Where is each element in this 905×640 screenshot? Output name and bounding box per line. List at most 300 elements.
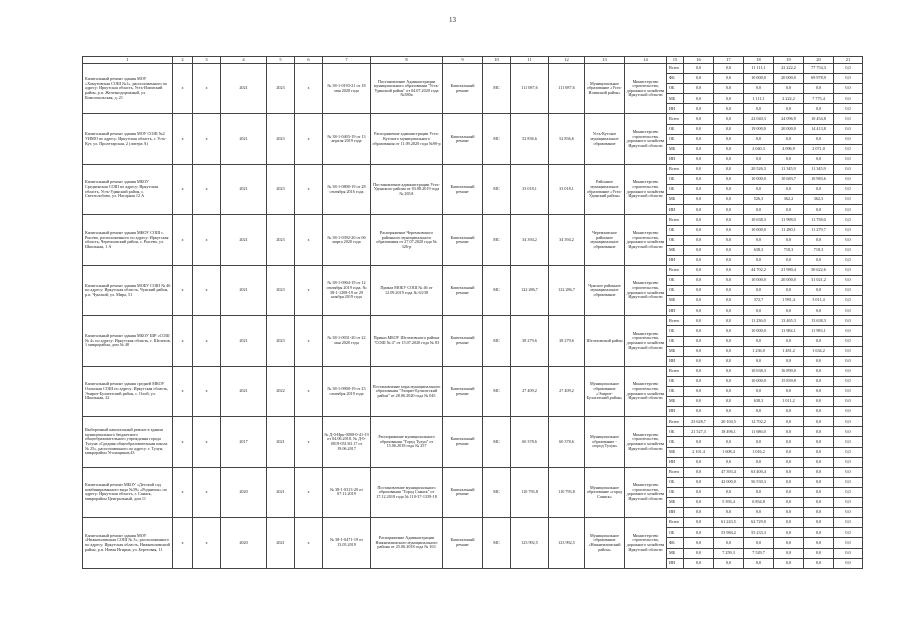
year-6-value: 0,0	[834, 538, 863, 548]
work-type: Капитальный ремонт	[443, 215, 483, 265]
decision-cell: Распоряжение администрации Усть-Кутского муниципального образования от 11.09.2020 года №90-р	[371, 114, 443, 164]
year-2-value: 0,0	[714, 134, 744, 144]
col-5: 2021	[267, 417, 295, 467]
year-4-value: 11 280,1	[774, 225, 804, 235]
cost-remaining: 60 378,6	[549, 417, 585, 467]
page-number: 13	[449, 16, 456, 24]
year-2-value: 0,0	[714, 437, 744, 447]
year-1-value: 0,0	[684, 316, 714, 326]
object-name: Капитальный ремонт здания МБОУ ШР «СОШ № 4» по адресу: Иркутская область, г. Шелехов, 1 микрорайон, дом № 48	[83, 316, 173, 366]
year-5-value: 362,3	[804, 195, 834, 205]
year-6-value: 0,0	[834, 457, 863, 467]
table-row	[83, 64, 863, 74]
year-3-value: 6 854,8	[744, 498, 774, 508]
administrator-cell: Министерство строительства, дорожного хозяйства Иркутской области	[625, 164, 667, 214]
col-3: х	[193, 64, 221, 114]
year-3-value: 19 000,0	[744, 124, 774, 134]
col-4: 2021	[221, 64, 267, 114]
year-2-value: 0,0	[714, 376, 744, 386]
header-cell: 6	[295, 57, 323, 64]
year-5-value: 0,0	[804, 306, 834, 316]
year-5-value: 0,0	[804, 508, 834, 518]
year-6-value: 0,0	[834, 397, 863, 407]
year-3-value: 0,0	[744, 306, 774, 316]
year-6-value: 0,0	[834, 417, 863, 427]
source-label: МБ	[667, 144, 684, 154]
decision-cell: Постановление администрации Усть-Удинского района от 03.08.2019 года № 265А	[371, 164, 443, 214]
ownership: МС	[483, 114, 511, 164]
year-5-value: 31 021,2	[804, 275, 834, 285]
col-5: 2023	[267, 215, 295, 265]
year-5-value: 0,0	[804, 255, 834, 265]
year-1-value: 21 527,3	[684, 427, 714, 437]
recipient-cell: Муниципальное образование - «город Тулун»	[585, 417, 625, 467]
cost-remaining: 111 087,6	[549, 64, 585, 114]
col-5: 2023	[267, 164, 295, 214]
year-2-value: 0,0	[714, 397, 744, 407]
header-cell: 20	[804, 57, 834, 64]
col-2: х	[173, 215, 193, 265]
year-5-value: 11 279,7	[804, 225, 834, 235]
year-2-value: 0,0	[714, 346, 744, 356]
year-5-value: 3 011,4	[804, 296, 834, 306]
year-6-value: 0,0	[834, 84, 863, 94]
decision-cell: Приказ МОБУ СОШ № 46 от 12.09.2019 года № 63/38	[371, 265, 443, 315]
year-1-value: 0,0	[684, 154, 714, 164]
col-4: 2020	[221, 518, 267, 568]
year-4-value: 0,0	[774, 154, 804, 164]
expertise-cell: № 38-1-0313-20 от 07.11.2019	[323, 467, 371, 517]
col-4: 2017	[221, 417, 267, 467]
year-5-value: 69 978,9	[804, 74, 834, 84]
header-cell: 11	[511, 57, 549, 64]
year-1-value: 0,0	[684, 286, 714, 296]
year-6-value: 0,0	[834, 306, 863, 316]
source-label: Всего	[667, 366, 684, 376]
source-label: МБ	[667, 397, 684, 407]
year-3-value: 56 530,3	[744, 477, 774, 487]
year-5-value: 0,0	[804, 407, 834, 417]
year-5-value: 30 622,6	[804, 265, 834, 275]
col-3: х	[193, 114, 221, 164]
year-6-value: 0,0	[834, 245, 863, 255]
ownership: МС	[483, 417, 511, 467]
source-label: МБ	[667, 94, 684, 104]
cost-total: 111 087,6	[511, 64, 549, 114]
year-2-value: 0,0	[714, 64, 744, 74]
year-5-value: 0,0	[804, 487, 834, 497]
year-1-value: 0,0	[684, 487, 714, 497]
year-1-value: 0,0	[684, 144, 714, 154]
work-type: Капитальный ремонт	[443, 64, 483, 114]
year-6-value: 0,0	[834, 195, 863, 205]
header-cell: 8	[371, 57, 443, 64]
year-3-value: 2 040,3	[744, 144, 774, 154]
year-3-value: 11 236,0	[744, 316, 774, 326]
table-row	[83, 114, 863, 124]
year-1-value: 0,0	[684, 376, 714, 386]
year-1-value: 0,0	[684, 326, 714, 336]
year-3-value: 1 016,2	[744, 447, 774, 457]
year-4-value: 0,0	[774, 427, 804, 437]
cost-remaining: 52 836,6	[549, 114, 585, 164]
year-4-value: 0,0	[774, 437, 804, 447]
year-3-value: 526,3	[744, 195, 774, 205]
year-2-value: 0,0	[714, 94, 744, 104]
year-1-value: 0,0	[684, 64, 714, 74]
year-5-value: 0,0	[804, 498, 834, 508]
expertise-cell: № 38-1-0904-19 от 12 сентября 2019 года, № 38-1-1208-19 от 29 ноября 2019 года	[323, 265, 371, 315]
source-label: МБ	[667, 245, 684, 255]
year-2-value: 0,0	[714, 407, 744, 417]
year-1-value: 0,0	[684, 407, 714, 417]
year-2-value: 0,0	[714, 205, 744, 215]
header-row	[83, 57, 863, 64]
object-name: Капитальный ремонт здания МОУ СОШ №2 УИМО по адресу: Иркутская область, г. Усть-Кут, ул. Пролетарская, 2 (литера А)	[83, 114, 173, 164]
year-6-value: 0,0	[834, 225, 863, 235]
year-3-value: 12 702,2	[744, 417, 774, 427]
source-label: ИИ	[667, 255, 684, 265]
header-cell: 3	[193, 57, 221, 64]
source-label: Всего	[667, 114, 684, 124]
year-1-value: 0,0	[684, 508, 714, 518]
year-4-value: 0,0	[774, 558, 804, 568]
year-2-value: 0,0	[714, 457, 744, 467]
year-5-value: 0,0	[804, 387, 834, 397]
administrator-cell: Министерство строительства, дорожного хозяйства Иркутской области	[625, 518, 667, 568]
year-4-value: 0,0	[774, 205, 804, 215]
year-2-value: 42 000,0	[714, 477, 744, 487]
source-label: ФБ	[667, 74, 684, 84]
year-1-value: 0,0	[684, 548, 714, 558]
year-2-value: 47 393,4	[714, 467, 744, 477]
year-1-value: 0,0	[684, 175, 714, 185]
year-5-value: 0,0	[804, 356, 834, 366]
year-4-value: 10 683,7	[774, 175, 804, 185]
year-4-value: 20 000,0	[774, 74, 804, 84]
col-6: х	[295, 215, 323, 265]
cost-total: 123 992,5	[511, 518, 549, 568]
administrator-cell: Министерство строительства, дорожного хозяйства Иркутской области	[625, 467, 667, 517]
source-label: ИИ	[667, 508, 684, 518]
year-1-value: 0,0	[684, 336, 714, 346]
year-2-value: 0,0	[714, 104, 744, 114]
year-3-value: 0,0	[744, 407, 774, 417]
header-cell: 4	[221, 57, 267, 64]
year-2-value: 0,0	[714, 326, 744, 336]
year-2-value: 20 104,5	[714, 417, 744, 427]
administrator-cell: Министерство строительства, дорожного хозяйства Иркутской области	[625, 64, 667, 114]
col-6: х	[295, 164, 323, 214]
year-6-value: 0,0	[834, 407, 863, 417]
year-3-value: 0,0	[744, 336, 774, 346]
year-2-value: 18 496,1	[714, 427, 744, 437]
source-label: Всего	[667, 164, 684, 174]
source-label: Всего	[667, 417, 684, 427]
source-label: Всего	[667, 467, 684, 477]
year-4-value: 0,0	[774, 548, 804, 558]
year-5-value: 0,0	[804, 548, 834, 558]
year-5-value: 11 345,9	[804, 164, 834, 174]
year-6-value: 0,0	[834, 336, 863, 346]
year-1-value: 0,0	[684, 235, 714, 245]
year-1-value: 0,0	[684, 245, 714, 255]
year-6-value: 0,0	[834, 487, 863, 497]
source-label: МБ	[667, 498, 684, 508]
recipient-cell: Усть-Кутское муниципальное образование	[585, 114, 625, 164]
administrator-cell: Министерство строительства, дорожного хозяйства Иркутской области	[625, 215, 667, 265]
year-2-value: 0,0	[714, 265, 744, 275]
year-2-value: 0,0	[714, 336, 744, 346]
year-1-value: 0,0	[684, 477, 714, 487]
year-3-value: 0,0	[744, 235, 774, 245]
year-3-value: 22 040,3	[744, 114, 774, 124]
year-2-value: 0,0	[714, 74, 744, 84]
year-2-value: 0,0	[714, 215, 744, 225]
year-2-value: 61 243,5	[714, 518, 744, 528]
header-cell: 12	[549, 57, 585, 64]
year-4-value: 362,2	[774, 195, 804, 205]
source-label: Всего	[667, 215, 684, 225]
year-6-value: 0,0	[834, 326, 863, 336]
col-3: х	[193, 366, 221, 416]
source-label: МБ	[667, 346, 684, 356]
recipient-cell: Муниципальное образование «Эхирит-Булагатский район»	[585, 366, 625, 416]
expertise-cell: № 38-1-0800-19 от 28 сентября 2016 года	[323, 164, 371, 214]
ownership: МС	[483, 215, 511, 265]
year-3-value: 0,0	[744, 205, 774, 215]
year-5-value: 0,0	[804, 235, 834, 245]
year-2-value: 0,0	[714, 185, 744, 195]
col-2: х	[173, 316, 193, 366]
year-4-value: 11 345,9	[774, 164, 804, 174]
year-6-value: 0,0	[834, 215, 863, 225]
decision-cell: Распоряжение Черемховского районного муниципального образования от 27.07.2020 года № 326-р	[371, 215, 443, 265]
table-row	[83, 265, 863, 275]
year-1-value: 0,0	[684, 255, 714, 265]
year-1-value: 0,0	[684, 457, 714, 467]
year-4-value: 0,0	[774, 457, 804, 467]
col-2: х	[173, 366, 193, 416]
year-4-value: 0,0	[774, 477, 804, 487]
col-2: х	[173, 265, 193, 315]
source-label: ИИ	[667, 356, 684, 366]
table-row	[83, 164, 863, 174]
source-label: ОБ	[667, 437, 684, 447]
expertise-cell: № 38-1-0403-19 от 13 апреля 2019 года	[323, 114, 371, 164]
year-4-value: 0,0	[774, 306, 804, 316]
recipient-cell: Районное муниципальное образование «Усть-Удинский район»	[585, 164, 625, 214]
source-label: ОБ	[667, 185, 684, 195]
year-3-value: 0,0	[744, 154, 774, 164]
year-1-value: 0,0	[684, 498, 714, 508]
cost-total: 110 793,8	[511, 467, 549, 517]
expertise-cell: № 38-1-0193-21 от 18 мая 2020 года	[323, 64, 371, 114]
ownership: МС	[483, 164, 511, 214]
year-6-value: 0,0	[834, 508, 863, 518]
cost-remaining: 27 409,2	[549, 366, 585, 416]
col-5: 2021	[267, 518, 295, 568]
table-row	[83, 518, 863, 528]
work-type: Капитальный ремонт	[443, 417, 483, 467]
recipient-cell: Черемховское районное муниципальное образование	[585, 215, 625, 265]
source-label: ОБ	[667, 84, 684, 94]
source-label: ОБ	[667, 487, 684, 497]
header-cell: 17	[714, 57, 744, 64]
cost-total: 52 836,6	[511, 114, 549, 164]
year-3-value: 0,0	[744, 387, 774, 397]
year-6-value: 0,0	[834, 175, 863, 185]
year-4-value: 16 890,0	[774, 366, 804, 376]
year-5-value: 2 071,0	[804, 144, 834, 154]
year-5-value: 11 758,0	[804, 215, 834, 225]
year-4-value: 11 998,0	[774, 215, 804, 225]
year-1-value: 2 101,4	[684, 447, 714, 457]
object-name: Капитальный ремонт здания МОБУ СОШ № 46 по адресу: Иркутская область, Чунский район, р.п. Чунский, ул. Мира, 51	[83, 265, 173, 315]
administrator-cell: Министерство строительства, дорожного хозяйства Иркутской области	[625, 417, 667, 467]
year-6-value: 0,0	[834, 275, 863, 285]
year-3-value: 10 000,0	[744, 376, 774, 386]
year-6-value: 0,0	[834, 154, 863, 164]
year-2-value: 0,0	[714, 154, 744, 164]
year-5-value: 77 754,3	[804, 64, 834, 74]
year-5-value: 0,0	[804, 518, 834, 528]
year-4-value: 0,0	[774, 528, 804, 538]
header-cell: 10	[483, 57, 511, 64]
work-type: Капитальный ремонт	[443, 518, 483, 568]
table-row	[83, 215, 863, 225]
source-label: ОБ	[667, 477, 684, 487]
year-1-value: 0,0	[684, 114, 714, 124]
work-type: Капитальный ремонт	[443, 366, 483, 416]
source-label: ИИ	[667, 457, 684, 467]
year-6-value: 0,0	[834, 144, 863, 154]
year-4-value: 4 096,9	[774, 144, 804, 154]
table-row	[83, 366, 863, 376]
year-6-value: 0,0	[834, 164, 863, 174]
year-5-value: 0,0	[804, 467, 834, 477]
year-4-value: 20 000,0	[774, 275, 804, 285]
work-type: Капитальный ремонт	[443, 114, 483, 164]
col-4: 2021	[221, 366, 267, 416]
expertise-cell: № 38-1-0900-19 от 23 сентября 2019 года	[323, 366, 371, 416]
year-4-value: 0,0	[774, 387, 804, 397]
year-3-value: 11 686,0	[744, 427, 774, 437]
year-5-value: 11 983,1	[804, 326, 834, 336]
year-3-value: 638,3	[744, 397, 774, 407]
table-body	[83, 64, 863, 569]
year-3-value: 0,0	[744, 185, 774, 195]
year-4-value: 0,0	[774, 407, 804, 417]
col-4: 2021	[221, 215, 267, 265]
ownership: МС	[483, 316, 511, 366]
source-label: Всего	[667, 316, 684, 326]
col-2: х	[173, 417, 193, 467]
year-1-value: 0,0	[684, 74, 714, 84]
year-1-value: 0,0	[684, 124, 714, 134]
col-6: х	[295, 366, 323, 416]
year-4-value: 718,3	[774, 245, 804, 255]
year-6-value: 0,0	[834, 185, 863, 195]
year-5-value: 718,3	[804, 245, 834, 255]
ownership: МС	[483, 64, 511, 114]
year-1-value: 0,0	[684, 104, 714, 114]
year-6-value: 0,0	[834, 296, 863, 306]
year-4-value: 0,0	[774, 255, 804, 265]
object-name: Капитальный ремонт здания МКОУ СОШ с. Рысево, расположенного по адресу: Иркутская область, Черемховский район, с. Рысево, ул. Школьная, 1 А	[83, 215, 173, 265]
col-3: х	[193, 467, 221, 517]
source-label: Всего	[667, 518, 684, 528]
header-cell: 15	[667, 57, 684, 64]
object-name: Капитальный ремонт здания средней МКОУ Олонская СОШ по адресу: Иркутская область, Эхирит-Булагатский район, с. Олой, ул. Школьная, 22	[83, 366, 173, 416]
year-2-value: 0,0	[714, 366, 744, 376]
year-2-value: 0,0	[714, 286, 744, 296]
cost-total: 122 286,7	[511, 265, 549, 315]
year-5-value: 0,0	[804, 376, 834, 386]
year-6-value: 0,0	[834, 124, 863, 134]
year-2-value: 0,0	[714, 508, 744, 518]
year-4-value: 0,0	[774, 286, 804, 296]
cost-total: 27 409,2	[511, 366, 549, 416]
year-2-value: 0,0	[714, 306, 744, 316]
year-4-value: 13 465,3	[774, 316, 804, 326]
year-3-value: 44 702,2	[744, 265, 774, 275]
year-6-value: 0,0	[834, 265, 863, 275]
year-5-value: 7 775,4	[804, 94, 834, 104]
col-6: х	[295, 114, 323, 164]
header-cell: 19	[774, 57, 804, 64]
year-4-value: 0,0	[774, 417, 804, 427]
year-2-value: 0,0	[714, 124, 744, 134]
year-6-value: 0,0	[834, 467, 863, 477]
col-3: х	[193, 417, 221, 467]
source-label: ОБ	[667, 326, 684, 336]
year-3-value: 0,0	[744, 457, 774, 467]
col-2: х	[173, 64, 193, 114]
decision-cell: Распоряжение Администрации Нижнеилимского муниципального района от 25.06.2018 года № 163	[371, 518, 443, 568]
year-6-value: 0,0	[834, 558, 863, 568]
year-3-value: 10 000,0	[744, 74, 774, 84]
header-cell: 2	[173, 57, 193, 64]
year-4-value: 24 096,9	[774, 114, 804, 124]
col-2: х	[173, 114, 193, 164]
year-3-value: 638,3	[744, 245, 774, 255]
col-5: 2022	[267, 366, 295, 416]
year-3-value: 10 638,3	[744, 366, 774, 376]
year-1-value: 0,0	[684, 366, 714, 376]
year-3-value: 55 233,3	[744, 528, 774, 538]
cost-remaining: 33 018,1	[549, 164, 585, 214]
year-4-value: 11 984,1	[774, 326, 804, 336]
source-label: МБ	[667, 447, 684, 457]
source-label: ИИ	[667, 407, 684, 417]
col-2: х	[173, 518, 193, 568]
year-2-value: 0,0	[714, 255, 744, 265]
year-3-value: 0,0	[744, 538, 774, 548]
year-2-value: 0,0	[714, 114, 744, 124]
year-2-value: 0,0	[714, 195, 744, 205]
cost-total: 33 018,1	[511, 164, 549, 214]
source-label: ОБ	[667, 427, 684, 437]
object-name: Капитальный ремонт здания МОУ «Нижнеилимская СОШ № 3», расположенного по адресу: Иркутская область, Нижнеилимский район, р.п. Новая Игирма, ул. Береговая, 11	[83, 518, 173, 568]
year-1-value: 0,0	[684, 558, 714, 568]
year-5-value: 0,0	[804, 437, 834, 447]
year-5-value: 0,0	[804, 84, 834, 94]
source-label: Всего	[667, 64, 684, 74]
year-2-value: 0,0	[714, 487, 744, 497]
year-3-value: 7 529,7	[744, 548, 774, 558]
year-6-value: 0,0	[834, 74, 863, 84]
